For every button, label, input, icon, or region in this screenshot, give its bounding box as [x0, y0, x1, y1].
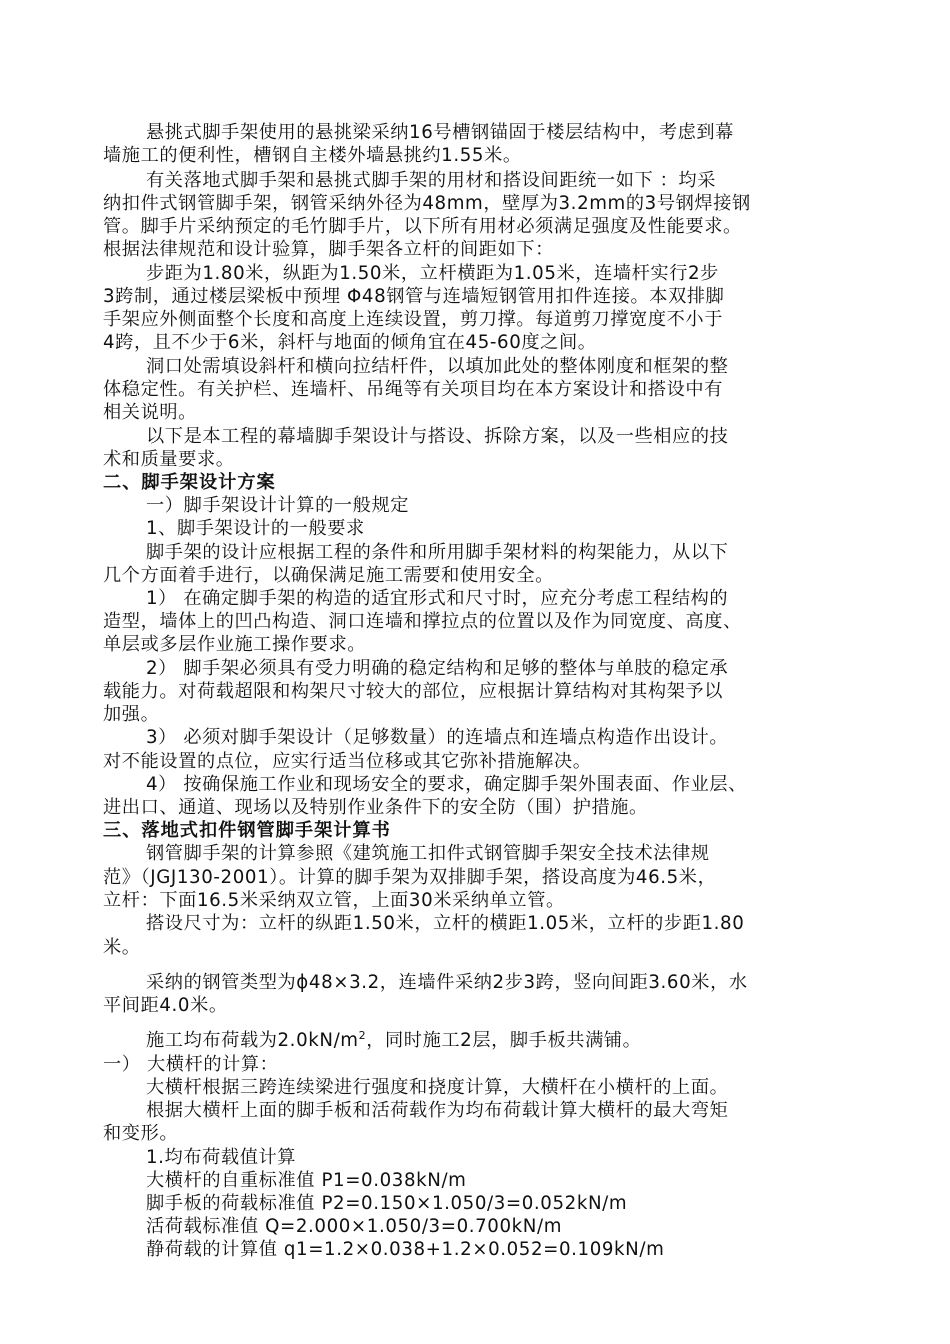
- section-heading: 三、落地式扣件钢管脚手架计算书: [103, 820, 391, 841]
- subsection-heading: 1、脚手架设计的一般要求: [146, 518, 365, 539]
- paragraph-line: 步距为1.80米，纵距为1.50米，立杆横距为1.05米，连墙杆实行2步: [146, 263, 719, 284]
- paragraph-line: 墙施工的便利性，槽钢自主楼外墙悬挑约1.55米。: [103, 145, 522, 166]
- paragraph-line: 载能力。对荷载超限和构架尺寸较大的部位，应根据计算结构对其构架予以: [103, 681, 723, 702]
- paragraph-line: 以下是本工程的幕墙脚手架设计与搭设、拆除方案，以及一些相应的技: [146, 426, 729, 447]
- paragraph-line: 根据大横杆上面的脚手板和活荷载作为均布荷载计算大横杆的最大弯矩: [146, 1100, 729, 1121]
- section-heading: 二、脚手架设计方案: [103, 472, 276, 493]
- formula-line: 脚手板的荷载标准值 P2=0.150×1.050/3=0.052kN/m: [146, 1193, 628, 1214]
- paragraph-line: 造型，墙体上的凹凸构造、洞口连墙和撑拉点的位置以及作为同宽度、高度、: [103, 611, 742, 632]
- paragraph-line: 体稳定性。有关护栏、连墙杆、吊绳等有关项目均在本方案设计和搭设中有: [103, 379, 723, 400]
- subsection-heading: 1.均布荷载值计算: [146, 1147, 297, 1168]
- paragraph-line: 搭设尺寸为：立杆的纵距1.50米，立杆的横距1.05米，立杆的步距1.80: [146, 913, 745, 934]
- paragraph-line: 加强。: [103, 704, 160, 725]
- list-item: 3） 必须对脚手架设计（足够数量）的连墙点和连墙点构造作出设计。: [146, 727, 729, 748]
- paragraph-line: 对不能设置的点位，应实行适当位移或其它弥补措施解决。: [103, 751, 592, 772]
- paragraph-line: 4跨，且不少于6米，斜杆与地面的倾角宜在45-60度之间。: [103, 332, 597, 353]
- paragraph-line: 相关说明。: [103, 402, 197, 423]
- formula-line: 大横杆的自重标准值 P1=0.038kN/m: [146, 1170, 467, 1191]
- paragraph-line: 钢管脚手架的计算参照《建筑施工扣件式钢管脚手架安全技术法律规: [146, 843, 710, 864]
- subsection-heading: 一）脚手架设计计算的一般规定: [146, 495, 410, 516]
- paragraph-line: 有关落地式脚手架和悬挑式脚手架的用材和搭设间距统一如下 ：均采: [146, 170, 717, 191]
- paragraph-line: 平间距4.0米。: [103, 995, 228, 1016]
- paragraph-line: 大横杆根据三跨连续梁进行强度和挠度计算，大横杆在小横杆的上面。: [146, 1077, 729, 1098]
- paragraph-line: 纳扣件式钢管脚手架，钢管采纳外径为48mm，壁厚为3.2mm的3号钢焊接钢: [103, 193, 751, 214]
- paragraph-line: 脚手架的设计应根据工程的条件和所用脚手架材料的构架能力，从以下: [146, 542, 729, 563]
- paragraph-line: 进出口、通道、现场以及特别作业条件下的安全防（围）护措施。: [103, 797, 648, 818]
- paragraph-line: 单层或多层作业施工操作要求。: [103, 634, 367, 655]
- paragraph-line: 立杆：下面16.5米采纳双立管，上面30米采纳单立管。: [103, 890, 565, 911]
- paragraph-line: 采纳的钢管类型为ϕ48×3.2，连墙件采纳2步3跨，竖向间距3.60米，水: [146, 972, 748, 993]
- paragraph-line: 手架应外侧面整个长度和高度上连续设置，剪刀撑。每道剪刀撑宽度不小于: [103, 309, 723, 330]
- paragraph-line: 3跨制，通过楼层梁板中预埋 Φ48钢管与连墙短钢管用扣件连接。本双排脚: [103, 286, 725, 307]
- superscript: 2: [358, 1028, 367, 1042]
- list-item: 1） 在确定脚手架的构造的适宜形式和尺寸时，应充分考虑工程结构的: [146, 588, 729, 609]
- paragraph-line: 范》（JGJ130-2001）。计算的脚手架为双排脚手架，搭设高度为46.5米，: [103, 867, 717, 888]
- formula-line: 活荷载标准值 Q=2.000×1.050/3=0.700kN/m: [146, 1216, 563, 1237]
- paragraph-line: 几个方面着手进行，以确保满足施工需要和使用安全。: [103, 565, 554, 586]
- paragraph-line: 管。脚手片采纳预定的毛竹脚手片，以下所有用材必须满足强度及性能要求。: [103, 216, 742, 237]
- formula-line: 静荷载的计算值 q1=1.2×0.038+1.2×0.052=0.109kN/m: [146, 1239, 665, 1260]
- paragraph-line: 根据法律规范和设计验算，脚手架各立杆的间距如下：: [103, 239, 554, 260]
- paragraph-line: [146, 1029, 641, 1052]
- paragraph-line: 米。: [103, 937, 141, 958]
- load-text: 施工均布荷载为2.0kN/m: [146, 1030, 359, 1051]
- list-item: 2） 脚手架必须具有受力明确的稳定结构和足够的整体与单肢的稳定承: [146, 658, 729, 679]
- paragraph-line: 洞口处需填设斜杆和横向拉结杆件，以填加此处的整体刚度和框架的整: [146, 356, 729, 377]
- paragraph-line: 术和质量要求。: [103, 449, 235, 470]
- subsection-heading: 一） 大横杆的计算：: [103, 1054, 279, 1075]
- paragraph-line: 悬挑式脚手架使用的悬挑梁采纳16号槽钢锚固于楼层结构中，考虑到幕: [146, 122, 734, 143]
- load-text-tail: ，同时施工2层，脚手板共满铺。: [366, 1030, 642, 1051]
- paragraph-line: 和变形。: [103, 1123, 179, 1144]
- list-item: 4） 按确保施工作业和现场安全的要求，确定脚手架外围表面、作业层、: [146, 774, 747, 795]
